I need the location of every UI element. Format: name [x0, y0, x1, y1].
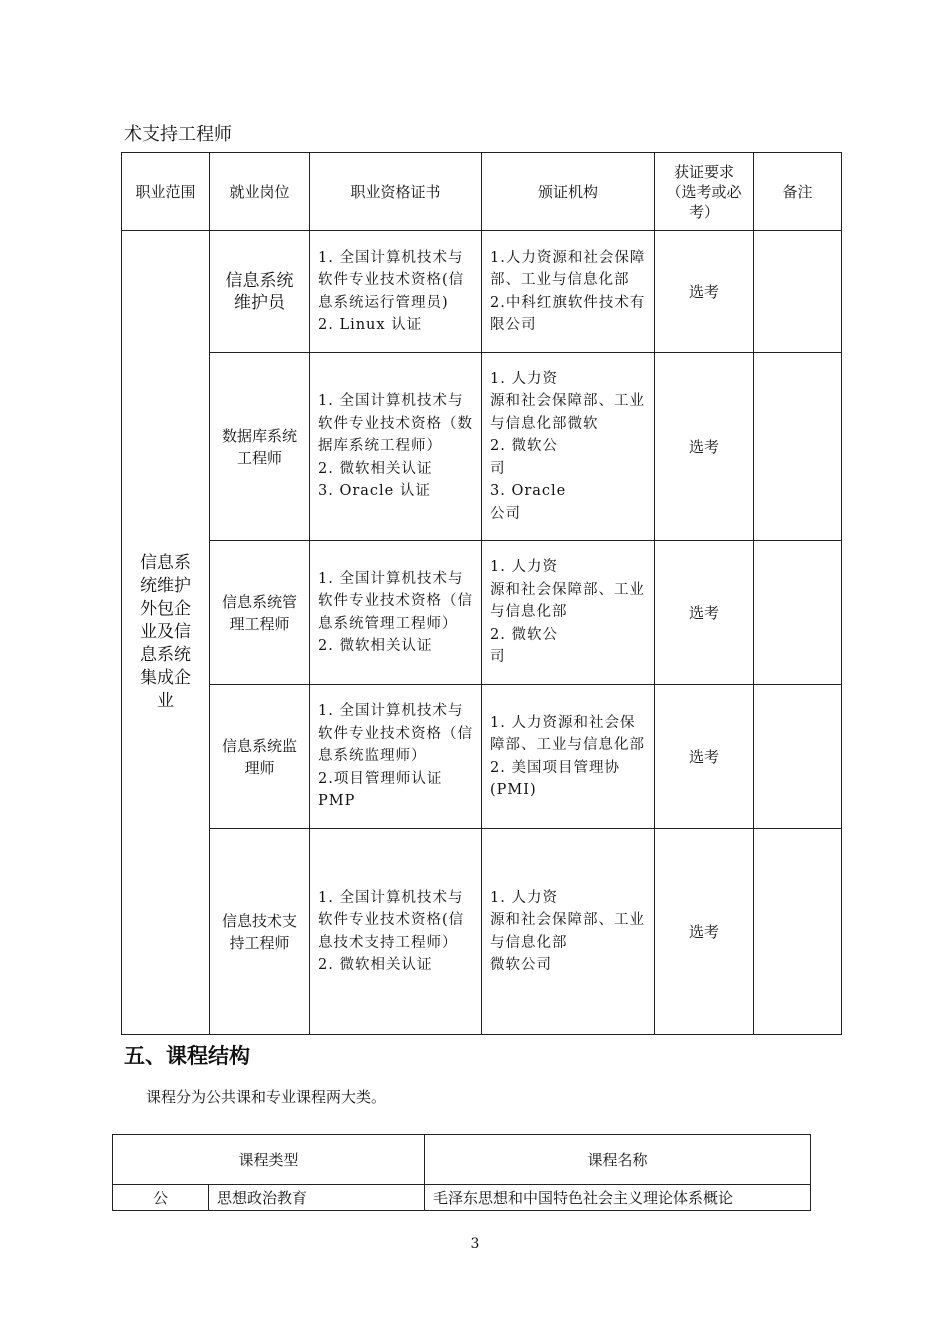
issuer-line: 1.人力资源和社会保障部、工业与信息化部 — [490, 249, 646, 288]
note-cell — [754, 541, 842, 685]
header-certificate: 职业资格证书 — [310, 153, 482, 231]
table-row — [113, 1185, 811, 1211]
cert-line: 1. 全国计算机技术与软件专业技术资格(信息系统运行管理员) — [318, 249, 465, 311]
note-cell — [754, 685, 842, 829]
issuer-line: 2. 美国项目管理协(PMI) — [490, 759, 620, 798]
cert-cell — [310, 353, 482, 541]
issuer-line: 3. Oracle — [490, 483, 567, 500]
course-category-cell: 公 — [113, 1185, 209, 1211]
requirement-cell: 选考 — [655, 685, 754, 829]
continuation-text: 术支持工程师 — [124, 124, 232, 145]
scope-cell: 信息系统维护外包企业及信息系统集成企业 — [122, 231, 210, 1035]
table-row — [122, 829, 842, 1035]
cert-line: 1. 全国计算机技术与软件专业技术资格（信息系统监理师） — [318, 703, 473, 765]
jobs-table — [121, 152, 842, 1035]
header-post: 就业岗位 — [210, 153, 310, 231]
section-intro: 课程分为公共课和专业课程两大类。 — [146, 1088, 387, 1106]
issuer-line: 2. 微软公 — [490, 626, 558, 643]
issuer-line: 1. 人力资 — [490, 559, 558, 576]
post-cell: 信息技术支持工程师 — [210, 829, 310, 1035]
requirement-cell: 选考 — [655, 829, 754, 1035]
header-scope: 职业范围 — [122, 153, 210, 231]
issuer-cell — [482, 353, 655, 541]
page-number: 3 — [470, 1236, 480, 1252]
cert-line: 2. 微软相关认证 — [318, 460, 433, 477]
header-course-type: 课程类型 — [113, 1135, 425, 1185]
cert-line: 1. 全国计算机技术与软件专业技术资格(信息技术支持工程师） — [318, 889, 465, 951]
issuer-line: 公司 — [490, 505, 521, 522]
section-title: 五、课程结构 — [124, 1044, 250, 1068]
requirement-cell: 选考 — [655, 231, 754, 353]
cert-cell — [310, 231, 482, 353]
jobs-table-header-row — [122, 153, 842, 231]
issuer-cell — [482, 541, 655, 685]
issuer-line: 微软公司 — [490, 957, 552, 973]
header-issuer: 颁证机构 — [482, 153, 655, 231]
course-table-header-row — [113, 1135, 811, 1185]
table-row — [122, 353, 842, 541]
issuer-cell — [482, 685, 655, 829]
issuer-line: 源和社会保障部、工业与信息化部微软 — [490, 393, 645, 432]
issuer-line: 1. 人力资 — [490, 370, 558, 387]
table-row — [122, 685, 842, 829]
cert-cell — [310, 685, 482, 829]
note-cell — [754, 829, 842, 1035]
issuer-cell — [482, 829, 655, 1035]
post-cell: 信息系统维护员 — [210, 231, 310, 353]
header-requirement: 获证要求 （选考或必 考） — [655, 153, 754, 231]
issuer-line: 1. 人力资 — [490, 889, 558, 906]
cert-line: 3. Oracle 认证 — [318, 483, 431, 500]
header-course-name: 课程名称 — [425, 1135, 811, 1185]
cert-cell — [310, 541, 482, 685]
issuer-cell — [482, 231, 655, 353]
issuer-line: 源和社会保障部、工业与信息化部 — [490, 581, 645, 621]
cert-line: 2. Linux 认证 — [318, 317, 423, 333]
table-row — [122, 541, 842, 685]
issuer-line: 司 — [490, 649, 506, 666]
issuer-line: 2.中科红旗软件技术有限公司 — [490, 294, 646, 333]
requirement-cell: 选考 — [655, 541, 754, 685]
post-cell: 数据库系统工程师 — [210, 353, 310, 541]
note-cell — [754, 353, 842, 541]
issuer-line: 司 — [490, 460, 506, 477]
post-cell: 信息系统监理师 — [210, 685, 310, 829]
post-cell: 信息系统管理工程师 — [210, 541, 310, 685]
course-table — [112, 1134, 811, 1211]
cert-line: 1. 全国计算机技术与软件专业技术资格（信息系统管理工程师） — [318, 570, 473, 632]
course-type-cell: 思想政治教育 — [209, 1185, 425, 1211]
issuer-line: 1. 人力资源和社会保障部、工业与信息化部 — [490, 714, 645, 753]
course-name-cell: 毛泽东思想和中国特色社会主义理论体系概论 — [425, 1185, 811, 1211]
requirement-cell: 选考 — [655, 353, 754, 541]
cert-line: 1. 全国计算机技术与软件专业技术资格（数据库系统工程师） — [318, 393, 473, 455]
issuer-line: 2. 微软公 — [490, 438, 558, 455]
cert-cell — [310, 829, 482, 1035]
table-row — [122, 231, 842, 353]
cert-line: 2.项目管理师认证PMP — [318, 770, 443, 810]
issuer-line: 源和社会保障部、工业与信息化部 — [490, 912, 645, 951]
cert-line: 2. 微软相关认证 — [318, 957, 433, 973]
header-note: 备注 — [754, 153, 842, 231]
cert-line: 2. 微软相关认证 — [318, 638, 433, 654]
note-cell — [754, 231, 842, 353]
